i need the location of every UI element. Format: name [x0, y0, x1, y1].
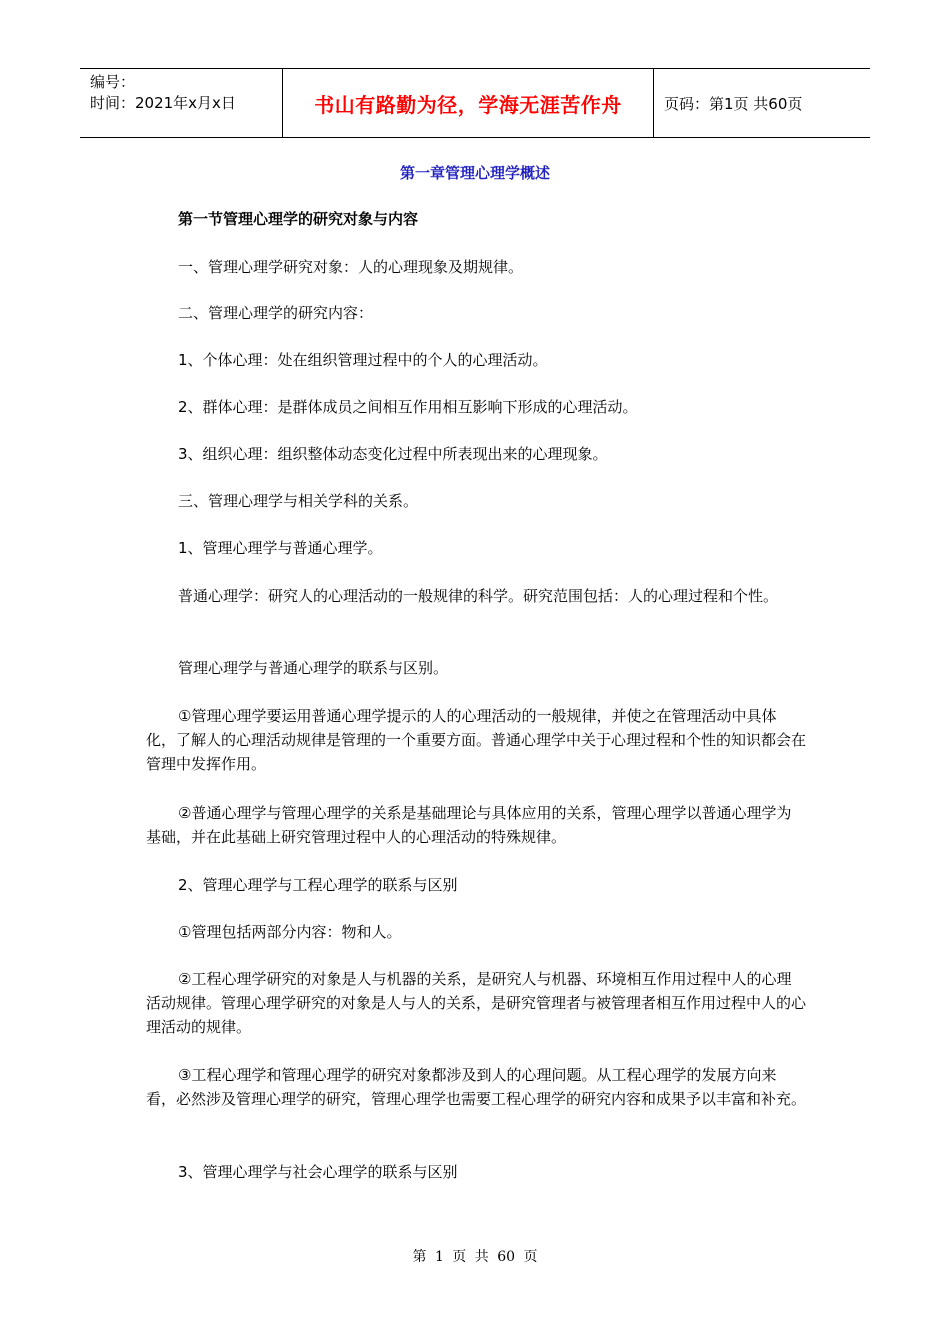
paragraph: 二、管理心理学的研究内容： — [178, 304, 374, 322]
paragraph: 普通心理学：研究人的心理活动的一般规律的科学。研究范围包括：人的心理过程和个性。 — [178, 587, 779, 605]
paragraph: ②普通心理学与管理心理学的关系是基础理论与具体应用的关系，管理心理学以普通心理学为基础，并在此基础上研究管理过程中人的心理活动的特殊规律。 — [146, 804, 792, 846]
paragraph: ②工程心理学研究的对象是人与机器的关系，是研究人与机器、环境相互作用过程中人的心理活动规律。管理心理学研究的对象是人与人的关系，是研究管理者与被管理者相互作用过程中人的心理活动的规律。 — [146, 970, 807, 1036]
header-page-info: 页码：第1页 共60页 — [664, 94, 803, 113]
paragraph: 管理心理学与普通心理学的联系与区别。 — [178, 659, 449, 677]
paragraph: 3、管理心理学与社会心理学的联系与区别 — [178, 1163, 458, 1181]
paragraph: 2、群体心理：是群体成员之间相互作用相互影响下形成的心理活动。 — [178, 398, 638, 416]
document-time: 时间：2021年x月x日 — [90, 94, 236, 112]
section-title: 第一节管理心理学的研究对象与内容 — [178, 210, 419, 228]
paragraph: ①管理包括两部分内容：物和人。 — [178, 923, 402, 941]
paragraph: 三、管理心理学与相关学科的关系。 — [178, 492, 419, 510]
paragraph: 3、组织心理：组织整体动态变化过程中所表现出来的心理现象。 — [178, 445, 608, 463]
paragraph: ③工程心理学和管理心理学的研究对象都涉及到人的心理问题。从工程心理学的发展方向来看，必然涉及管理心理学的研究，管理心理学也需要工程心理学的研究内容和成果予以丰富和补充。 — [146, 1066, 807, 1108]
paragraph: 1、管理心理学与普通心理学。 — [178, 539, 383, 557]
paragraph: 一、管理心理学研究对象：人的心理现象及期规律。 — [178, 258, 524, 276]
page-header — [80, 68, 870, 138]
paragraph: ①管理心理学要运用普通心理学提示的人的心理活动的一般规律，并使之在管理活动中具体化，了解人的心理活动规律是管理的一个重要方面。普通心理学中关于心理过程和个性的知识都会在管理中发挥作用。 — [146, 707, 807, 773]
document-number-label: 编号： — [90, 73, 136, 91]
chapter-title: 第一章管理心理学概述 — [399, 164, 550, 182]
paragraph: 2、管理心理学与工程心理学的联系与区别 — [178, 876, 458, 894]
header-motto: 书山有路勤为径，学海无涯苦作舟 — [282, 69, 654, 137]
header-meta — [80, 69, 282, 137]
paragraph: 1、个体心理：处在组织管理过程中的个人的心理活动。 — [178, 351, 548, 369]
page-footer: 第 1 页 共 60 页 — [412, 1249, 538, 1265]
